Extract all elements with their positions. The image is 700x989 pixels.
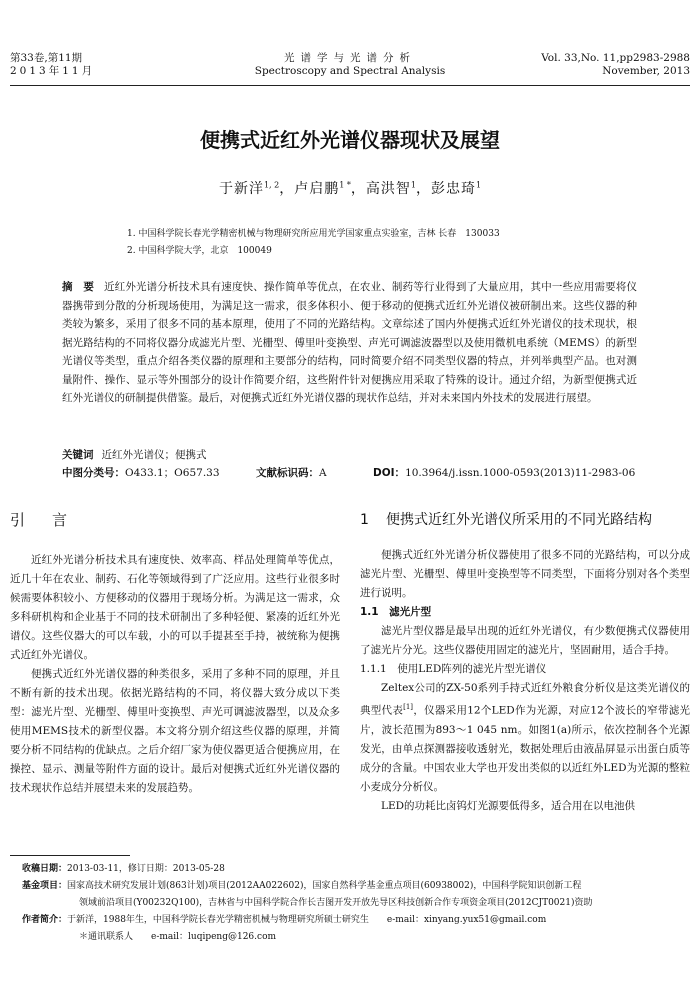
paragraph: 滤光片型仪器是最早出现的近红外光谱仪，有少数便携式仪器使用了滤光片分光。这些仪器使用固定的滤光片，坚固耐用，适合手持。	[360, 625, 690, 656]
author-separator: ，	[415, 181, 431, 197]
classification-row	[62, 465, 642, 482]
header-rule	[10, 85, 690, 86]
running-header	[10, 52, 690, 84]
paragraph-text: Zeltex公司的ZX-50系列手持式近红外粮食分析仪是这类光谱仪的典型代表	[360, 682, 690, 717]
abstract-label: 摘 要	[62, 281, 94, 293]
author-affil-mark: 1	[475, 180, 482, 190]
citation-ref[interactable]: [1]	[403, 703, 414, 711]
author-name: 高洪智	[365, 181, 411, 197]
journal-name-cn: 光谱学与光谱分析	[284, 52, 416, 64]
section-number: 1	[360, 512, 369, 528]
issue-info-cn	[10, 52, 95, 78]
author-name: 于新洋	[218, 181, 264, 197]
clc-code	[62, 467, 220, 479]
doi-value: 10.3964/j.issn.1000-0593(2013)11-2983-06	[405, 467, 636, 479]
paragraph-text: ，仪器采用12个LED作为光源，对应12个波长的窄带滤光片，波长范围为893～1 045 nm。如图1(a)所示，依次控制各个光源发光，由单点探测器接收透射光，数据处理后由液晶屏显示出蛋白质等成分的含量。中国农业大学也开发出类似的以近红外LED为光源的整粒小麦成分分析仪。	[360, 704, 691, 793]
volume-pages: Vol. 33,No. 11,pp2983-2988	[541, 52, 690, 64]
affiliation-2: 2. 中国科学院大学，北京 100049	[127, 246, 272, 256]
paper-title: 便携式近红外光谱仪器现状及展望	[200, 128, 500, 152]
section-title: 便携式近红外光谱仪所采用的不同光路结构	[386, 512, 652, 528]
fund-info	[22, 878, 692, 895]
received-date	[22, 861, 692, 878]
keywords-label: 关键词	[62, 449, 94, 461]
paragraph	[360, 679, 690, 797]
paragraph: LED的功耗比卤钨灯光源要低得多，适合用在以电池供	[381, 799, 636, 812]
author-bio	[22, 912, 692, 929]
author-bio-label: 作者简介：	[22, 915, 68, 925]
doi-label: DOI：	[373, 467, 406, 479]
fund-info-cont: 领域前沿项目(Y00232Q100)，吉林省与中国科学院合作长吉图开发开放先导区科技创新合作专项资金项目(2012CJT0021)资助	[79, 898, 593, 908]
subsection-heading: 1.1 滤光片型	[360, 606, 432, 618]
footnote	[22, 861, 692, 946]
issue-date-cn: 2013年11月	[10, 65, 96, 77]
author-separator: ，	[350, 181, 366, 197]
right-column	[360, 510, 690, 816]
author-list	[0, 178, 700, 198]
keywords	[62, 447, 642, 464]
issue-date-en: November, 2013	[602, 65, 690, 77]
author-affil-mark: 1 *	[339, 180, 351, 190]
author-affil-mark: 1, 2	[263, 180, 280, 190]
subsubsection-heading: 1.1.1 使用LED阵列的滤光片型光谱仪	[360, 663, 547, 675]
clc-label: 中图分类号：	[62, 467, 125, 479]
received-text: 2013-03-11，修订日期：2013-05-28	[67, 864, 225, 874]
doi	[373, 465, 635, 482]
clc-value: O433.1；O657.33	[125, 467, 220, 479]
author-name: 彭忠琦	[430, 181, 476, 197]
paragraph: 近红外光谱分析技术具有速度快、效率高、样品处理简单等优点，近几十年在农业、制药、石化等领域得到了广泛应用。这些行业很多时候需要体积较小、方便移动的仪器用于现场分析。为满足这一需求，众多科研机构和企业基于不同的技术研制出了多种轻便、紧凑的近红外光谱仪。这些仪器大的可以车载，小的可以手提甚至手持，被统称为便携式近红外光谱仪。	[10, 554, 340, 661]
issue-info-en	[541, 52, 690, 78]
volume-issue: 第33卷,第11期	[10, 52, 83, 64]
affiliation-1: 1. 中国科学院长春光学精密机械与物理研究所应用光学国家重点实验室，吉林 长春 130033	[127, 229, 500, 239]
journal-name	[200, 52, 500, 78]
paragraph: 便携式近红外光谱分析仪器使用了很多不同的光路结构，可以分成滤光片型、光栅型、傅里叶变换型等不同类型，下面将分别对各个类型进行说明。	[360, 549, 690, 599]
journal-name-en: Spectroscopy and Spectral Analysis	[254, 65, 446, 77]
abstract-text: 近红外光谱分析技术具有速度快、操作简单等优点，在农业、制药等行业得到了大量应用，其中一些应用需要将仪器携带到分散的分析现场使用，为满足这一需求，很多体积小、便于移动的便携式近红外光谱仪被研制出来。这些仪器的种类较为繁多，采用了很多不同的基本原理，使用了不同的光路结构。文章综述了国内外便携式近红外光谱仪的技术现状，根据光路结构的不同将仪器分成滤光片型、光栅型、傅里叶变换型、声光可调滤波器型以及使用微机电系统（MEMS）的新型光谱仪等类型，重点介绍各类仪器的原理和主要部分的结构，同时简要介绍不同类型仪器的特点，并列举典型产品。也对测量附件、操作、显示等外围部分的设计作简要介绍，这些附件针对便携应用采取了特殊的设计。通过介绍，为新型便携式近红外光谱仪的研制提供借鉴。最后，对便携式近红外光谱仪器的现状作总结，并对未来国内外技术的发展进行展望。	[62, 281, 638, 404]
fund-text: 国家高技术研究发展计划(863计划)项目(2012AA022602)，国家自然科学基金重点项目(60938002)，中国科学院知识创新工程	[67, 881, 582, 891]
document-code-label: 文献标识码：	[256, 467, 319, 479]
document-code-value: A	[319, 467, 327, 479]
abstract	[62, 278, 637, 408]
section-1-heading	[360, 510, 690, 530]
author-bio-text: 于新洋，1988年生，中国科学院长春光学精密机械与物理研究所硕士研究生 e-mail：xinyang.yux51@gmail.com	[67, 915, 547, 925]
left-column	[10, 510, 340, 798]
fund-label: 基金项目：	[22, 881, 68, 891]
paragraph: 便携式近红外光谱仪器的种类很多，采用了多种不同的原理，并且不断有新的技术出现。依据光路结构的不同，将仪器大致分成以下类型：滤光片型、光栅型、傅里叶变换型、声光可调滤波器型，以及众多使用MEMS技术的新型仪器。本文将分别介绍这些仪器的原理，并简要分析不同结构的优缺点。之后介绍厂家为使仪器更适合便携应用，在操控、显示、测量等附件方面的设计。最后对便携式近红外光谱仪器的技术现状作总结并展望未来的发展趋势。	[10, 668, 340, 794]
affiliations	[127, 226, 500, 260]
keywords-text: 近红外光谱仪；便携式	[101, 449, 207, 461]
author-name: 卢启鹏	[294, 181, 340, 197]
footnote-rule	[10, 855, 130, 856]
corresponding-author: ＊通讯联系人 e-mail：luqipeng@126.com	[79, 932, 277, 942]
received-label: 收稿日期：	[22, 864, 68, 874]
document-code	[256, 465, 327, 482]
author-affil-mark: 1	[410, 180, 416, 190]
introduction-heading: 引 言	[10, 511, 74, 529]
author-separator: ，	[279, 181, 295, 197]
